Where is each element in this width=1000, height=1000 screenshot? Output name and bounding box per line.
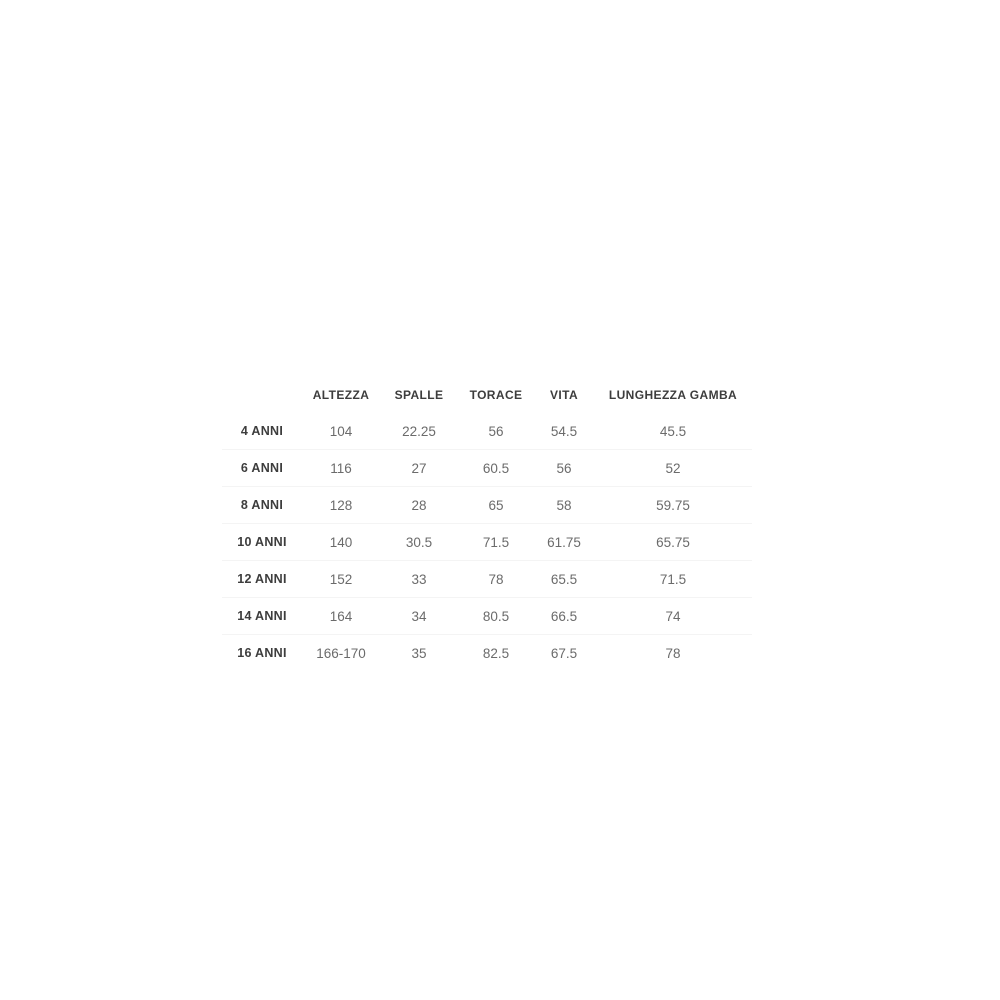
- table-row: [222, 450, 752, 487]
- table-row: [222, 598, 752, 635]
- value-cell: 66.5: [550, 608, 578, 624]
- size-chart: [222, 377, 752, 671]
- table-row: [222, 413, 752, 450]
- size-chart-header: [222, 377, 752, 413]
- value-cell: 33: [411, 571, 427, 587]
- table-row: [222, 524, 752, 561]
- row-label: 8 ANNI: [240, 498, 284, 512]
- column-header-vita: VITA: [549, 388, 579, 402]
- value-cell: 74: [665, 608, 681, 624]
- value-cell: 80.5: [482, 608, 510, 624]
- value-cell: 65.75: [656, 534, 690, 550]
- value-cell: 30.5: [405, 534, 433, 550]
- value-cell: 56: [556, 460, 572, 476]
- column-header-altezza: ALTEZZA: [312, 388, 370, 402]
- value-cell: 152: [329, 571, 353, 587]
- row-label: 14 ANNI: [237, 609, 287, 623]
- value-cell: 22.25: [402, 423, 436, 439]
- table-row: [222, 561, 752, 598]
- value-cell: 65: [488, 497, 504, 513]
- value-cell: 166-170: [316, 645, 366, 661]
- value-cell: 71.5: [659, 571, 687, 587]
- size-chart-table: [222, 377, 752, 671]
- value-cell: 128: [329, 497, 353, 513]
- value-cell: 52: [665, 460, 681, 476]
- value-cell: 82.5: [482, 645, 510, 661]
- size-chart-body: [222, 413, 752, 671]
- value-cell: 67.5: [550, 645, 578, 661]
- row-label: 6 ANNI: [240, 461, 284, 475]
- value-cell: 27: [411, 460, 427, 476]
- value-cell: 65.5: [550, 571, 578, 587]
- row-label: 12 ANNI: [237, 572, 287, 586]
- row-label: 16 ANNI: [237, 646, 287, 660]
- value-cell: 35: [411, 645, 427, 661]
- value-cell: 71.5: [482, 534, 510, 550]
- table-row: [222, 635, 752, 672]
- value-cell: 56: [488, 423, 504, 439]
- value-cell: 164: [329, 608, 353, 624]
- corner-cell: [222, 377, 302, 413]
- value-cell: 78: [665, 645, 681, 661]
- value-cell: 58: [556, 497, 572, 513]
- value-cell: 78: [488, 571, 504, 587]
- table-row: [222, 487, 752, 524]
- header-row: [222, 377, 752, 413]
- value-cell: 140: [329, 534, 353, 550]
- value-cell: 54.5: [550, 423, 578, 439]
- value-cell: 60.5: [482, 460, 510, 476]
- value-cell: 59.75: [656, 497, 690, 513]
- column-header-lunghezza-gamba: LUNGHEZZA GAMBA: [608, 388, 738, 402]
- value-cell: 61.75: [547, 534, 581, 550]
- row-label: 10 ANNI: [237, 535, 287, 549]
- column-header-spalle: SPALLE: [394, 388, 444, 402]
- value-cell: 104: [329, 423, 353, 439]
- value-cell: 45.5: [659, 423, 687, 439]
- column-header-torace: TORACE: [469, 388, 523, 402]
- row-label: 4 ANNI: [240, 424, 284, 438]
- value-cell: 116: [330, 460, 352, 476]
- value-cell: 28: [411, 497, 427, 513]
- value-cell: 34: [411, 608, 427, 624]
